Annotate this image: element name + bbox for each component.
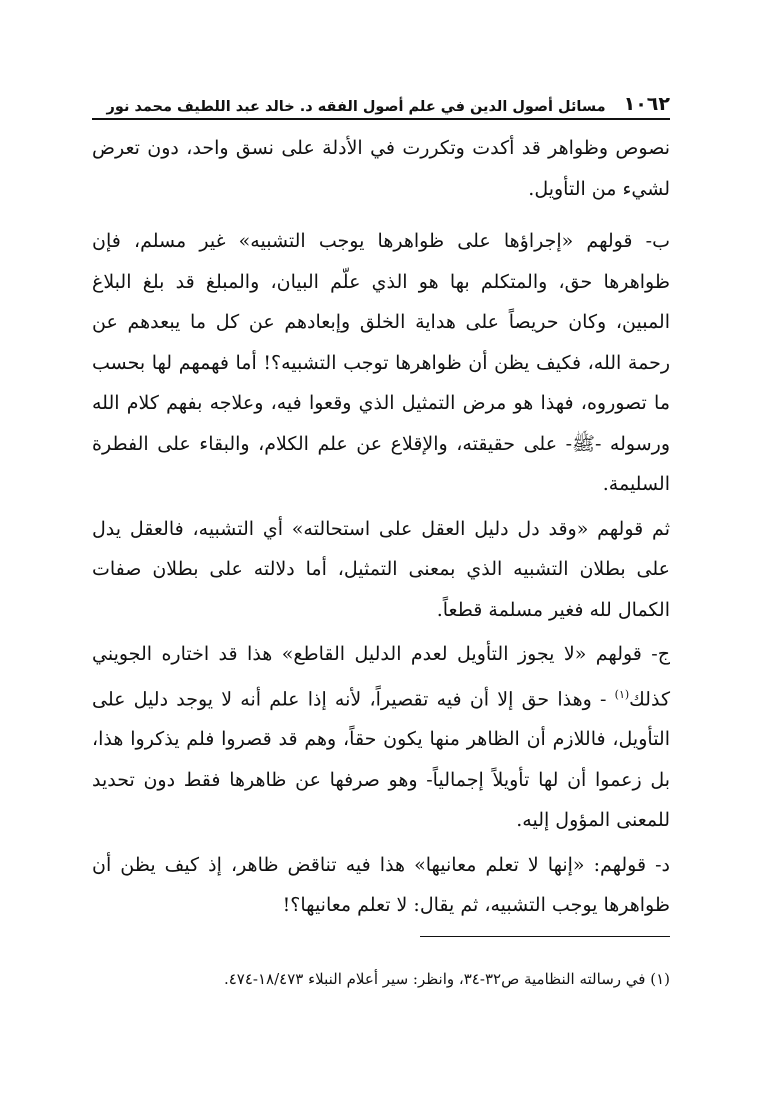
footnote-reference[interactable]: (١) [614, 687, 630, 701]
page-number: ١٠٦٢ [623, 93, 670, 115]
paragraph-2: ب- قولهم «إجراؤها على ظواهرها يوجب التشبيه» غير مسلم، فإن ظواهرها حق، والمتكلم بها هو الذي علّم البيان، والمبلغ قد بلغ البلاغ المبين، وكان حريصاً على هداية الخلق وإبعادهم عن كل ما يبعدهم عن رحمة الله، فكيف يظن أن ظواهرها توجب التشبيه؟! أما فهمهم لها بحسب ما تصوروه، فهذا هو مرض التمثيل الذي وقعوا فيه، وعلاجه بفهم كلام الله ورسوله -ﷺ- على حقيقته، والإقلاع عن علم الكلام، والبقاء على الفطرة السليمة. [92, 230, 670, 495]
paragraph-3: ثم قولهم «وقد دل دليل العقل على استحالته» أي التشبيه، فالعقل يدل على بطلان التشبيه الذي بمعنى التمثيل، أما دلالته على بطلان صفات الكمال لله فغير مسلمة قطعاً. [92, 517, 670, 621]
paragraph-4 [92, 634, 670, 841]
paragraph-1: نصوص وظواهر قد أكدت وتكررت في الأدلة على نسق واحد، دون تعرض لشيء من التأويل. [92, 137, 670, 200]
running-title: مسائل أصول الدين في علم أصول الفقه د. خالد عبد اللطيف محمد نور [106, 99, 606, 115]
paragraph-4-rest: - وهذا حق إلا أن فيه تقصيراً، لأنه إذا علم أنه لا يوجد دليل على التأويل، فاللازم أن الظاهر منها يكون حقاً، وهم قد قصروا فلم يذكروا هذا، بل زعموا أن لها تأويلاً إجمالياً- وهو صرفها عن ظاهرها فقط دون تحديد للمعنى المؤول إليه. [92, 687, 670, 832]
page-header [92, 92, 670, 120]
footnote-divider [420, 936, 670, 937]
body-text [92, 128, 670, 930]
paragraph-4-start: ج- قولهم «لا يجوز التأويل لعدم الدليل القاطع» هذا قد اختاره الجويني كذلك [92, 643, 670, 710]
paragraph-5: د- قولهم: «إنها لا تعلم معانيها» هذا فيه تناقض ظاهر، إذ كيف يظن أن ظواهرها يوجب التشبيه، ثم يقال: لا تعلم معانيها؟! [92, 853, 670, 917]
footnote-text: (١) في رسالته النظامية ص٣٢-٣٤، وانظر: سير أعلام النبلاء ١٨/٤٧٣-٤٧٤. [223, 970, 670, 988]
